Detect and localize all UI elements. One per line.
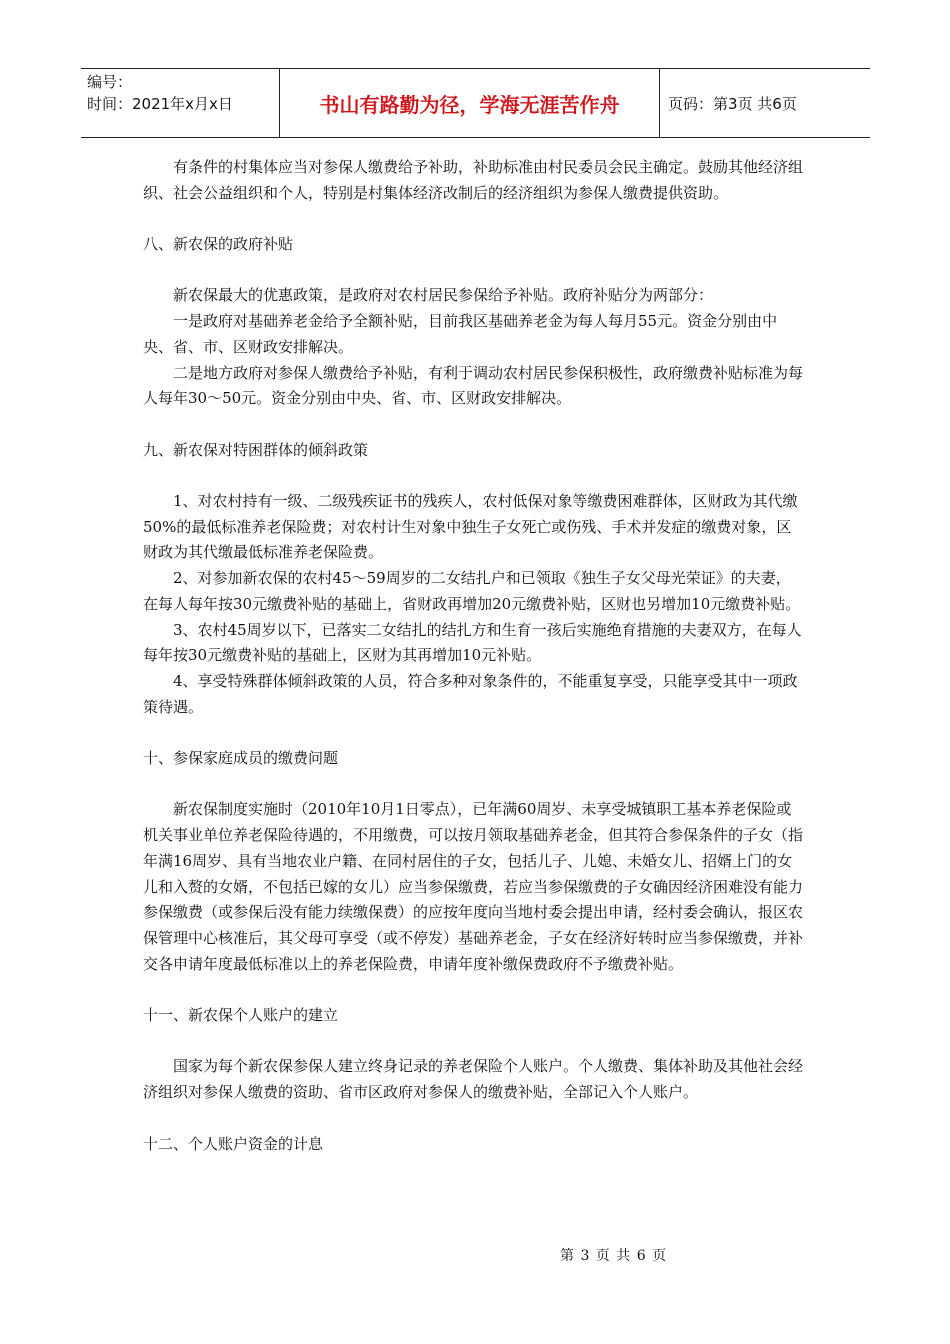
document-number-label: 编号： <box>87 73 133 91</box>
paragraph: 4、享受特殊群体倾斜政策的人员，符合多种对象条件的，不能重复享受，只能享受其中一项政策待遇。 <box>143 672 798 716</box>
paragraph: 新农保最大的优惠政策，是政府对农村居民参保给予补贴。政府补贴分为两部分： <box>173 286 714 305</box>
paragraph: 2、对参加新农保的农村45～59周岁的二女结扎户和已领取《独生子女父母光荣证》的夫妻，在每人每年按30元缴费补贴的基础上，省财政再增加20元缴费补贴，区财也另增加10元缴费补贴。 <box>143 569 801 613</box>
section-heading: 十、参保家庭成员的缴费问题 <box>143 749 339 768</box>
header-meta <box>81 69 280 137</box>
section-heading: 九、新农保对特困群体的倾斜政策 <box>143 440 369 459</box>
paragraph: 国家为每个新农保参保人建立终身记录的养老保险个人账户。个人缴费、集体补助及其他社会经济组织对参保人缴费的资助、省市区政府对参保人的缴费补贴，全部记入个人账户。 <box>143 1057 804 1102</box>
paragraph: 有条件的村集体应当对参保人缴费给予补助，补助标准由村民委员会民主确定。鼓励其他经济组织、社会公益组织和个人，特别是村集体经济改制后的经济组织为参保人缴费提供资助。 <box>143 158 804 202</box>
page-header <box>81 68 870 138</box>
page-footer: 第 3 页 共 6 页 <box>560 1248 668 1264</box>
header-motto: 书山有路勤为径，学海无涯苦作舟 <box>280 69 660 137</box>
section-heading: 八、新农保的政府补贴 <box>143 235 294 254</box>
document-body <box>143 155 803 1157</box>
section-heading: 十二、个人账户资金的计息 <box>143 1134 324 1153</box>
section-heading: 十一、新农保个人账户的建立 <box>143 1006 339 1025</box>
paragraph: 一是政府对基础养老金给予全额补贴，目前我区基础养老金为每人每月55元。资金分别由中央、省、市、区财政安排解决。 <box>143 312 778 356</box>
document-time-label: 时间：2021年x月x日 <box>87 95 233 113</box>
paragraph: 二是地方政府对参保人缴费给予补贴，有利于调动农村居民参保积极性，政府缴费补贴标准为每人每年30～50元。资金分别由中央、省、市、区财政安排解决。 <box>143 363 804 408</box>
paragraph: 1、对农村持有一级、二级残疾证书的残疾人，农村低保对象等缴费困难群体，区财政为其代缴50%的最低标准养老保险费；对农村计生对象中独生子女死亡或伤残、手术并发症的缴费对象，区财政为其代缴最低标准养老保险费。 <box>143 492 798 562</box>
paragraph: 3、农村45周岁以下，已落实二女结扎的结扎方和生育一孩后实施绝育措施的夫妻双方，在每人每年按30元缴费补贴的基础上，区财为其再增加10元补贴。 <box>143 620 802 665</box>
header-page-info: 页码：第3页 共6页 <box>668 94 797 113</box>
paragraph: 新农保制度实施时（2010年10月1日零点），已年满60周岁、未享受城镇职工基本养老保险或机关事业单位养老保险待遇的，不用缴费，可以按月领取基础养老金，但其符合参保条件的子女（指年满16周岁、具有当地农业户籍、在同村居住的子女，包括儿子、儿媳、未婚女儿、招婿上门的女儿和入赘的女婿，不包括已嫁的女儿）应当参保缴费，若应当参保缴费的子女确因经济困难没有能力参保缴费（或参保后没有能力续缴保费）的应按年度向当地村委会提出申请，经村委会确认，报区农保管理中心核准后，其父母可享受（或不停发）基础养老金，子女在经济好转时应当参保缴费，并补交各申请年度最低标准以上的养老保险费，申请年度补缴保费政府不予缴费补贴。 <box>143 800 804 973</box>
